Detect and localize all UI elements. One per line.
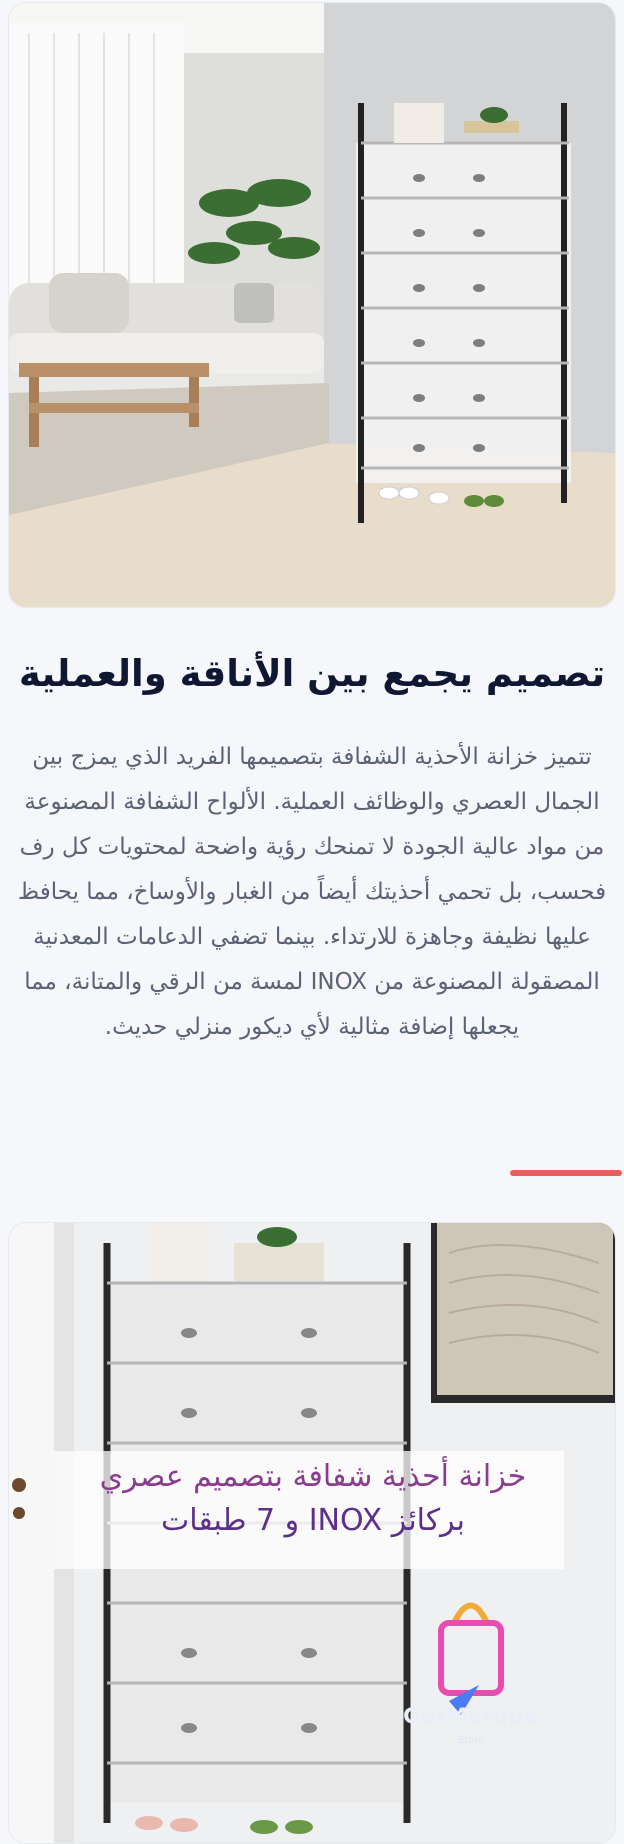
section-description: تتميز خزانة الأحذية الشفافة بتصميمها الفريد الذي يمزج بين الجمال العصري والوظائف العملية. الألواح الشفافة المصنوعة من مواد عالية الجودة لا تمنحك رؤية واضحة لمحتويات كل رف فحسب، بل تحمي أحذيتك أيضاً من الغبار والأوساخ، مما يحافظ عليها نظيفة وجاهزة للارتداء. بينما تضفي الدعامات المعدنية المصقولة المصنوعة من INOX لمسة من الرقي والمتانة، مما يجعلها إضافة مثالية لأي ديكور منزلي حديث. — [17, 744, 607, 1040]
accent-divider — [510, 1170, 622, 1176]
section-heading: تصميم يجمع بين الأناقة والعملية — [18, 652, 606, 695]
promo-overlay — [57, 1455, 569, 1543]
brand-name: GetMarque — [403, 1704, 539, 1728]
shoe-rack-living-room-photo — [9, 3, 615, 607]
promo-line-2: بركائز INOX و 7 طبقات — [161, 1503, 465, 1538]
promo-line-1: خزانة أحذية شفافة بتصميم عصري — [99, 1459, 527, 1494]
brand-subtitle: Store — [457, 1735, 485, 1746]
product-image-living-room — [8, 2, 616, 608]
product-image-promo — [8, 1222, 616, 1844]
